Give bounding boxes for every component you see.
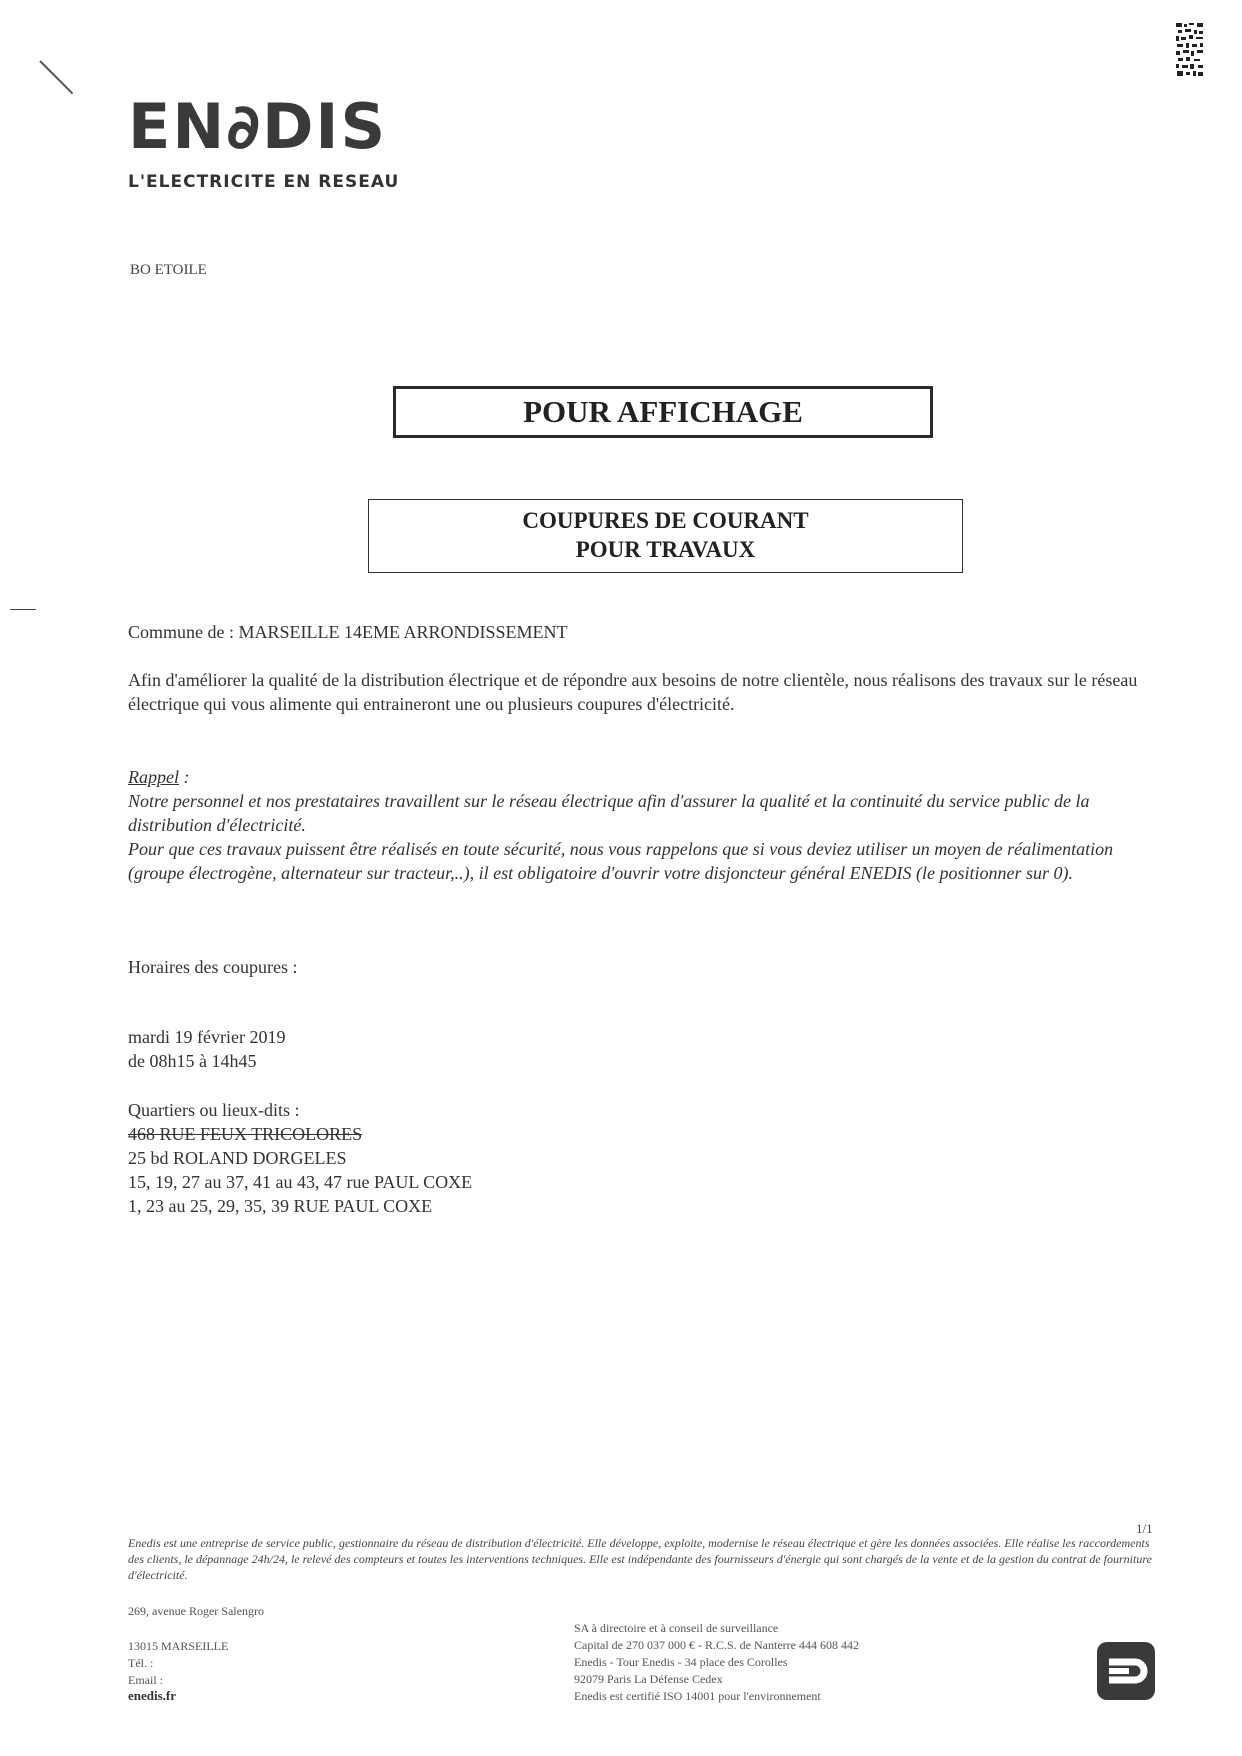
legal-line: 92079 Paris La Défense Cedex bbox=[574, 1672, 723, 1686]
outage-time: de 08h15 à 14h45 bbox=[128, 1051, 257, 1071]
qr-code-icon bbox=[1175, 22, 1205, 78]
notice-title-box bbox=[368, 499, 963, 573]
locations-heading: Quartiers ou lieux-dits : bbox=[128, 1100, 300, 1120]
outage-date: mardi 19 février 2019 bbox=[128, 1027, 286, 1047]
address-contact bbox=[128, 1638, 228, 1689]
commune-line: Commune de : MARSEILLE 14EME ARRONDISSEMENT bbox=[128, 622, 568, 642]
email-label: Email : bbox=[128, 1673, 163, 1687]
legal-info bbox=[574, 1620, 859, 1705]
legal-line: SA à directoire et à conseil de surveillance bbox=[574, 1621, 779, 1635]
display-notice-box bbox=[393, 386, 933, 438]
fold-mark bbox=[10, 609, 36, 610]
reminder-colon: : bbox=[179, 767, 190, 787]
legal-line: Enedis - Tour Enedis - 34 place des Corolles bbox=[574, 1655, 788, 1669]
locations-block bbox=[128, 1098, 472, 1218]
reminder-paragraph-1: Notre personnel et nos prestataires travaillent sur le réseau électrique afin d'assurer la qualité et la continuité du service public de la distribution d'électricité. bbox=[128, 791, 1090, 835]
reminder-paragraph-2: Pour que ces travaux puissent être réalisés en toute sécurité, nous vous rappelons que si vous deviez utiliser un moyen de réalimentation (groupe électrogène, alternateur sur tracteur,..), il est obligatoire d'ouvrir votre disjoncteur général ENEDIS (le positionner sur 0). bbox=[128, 839, 1114, 883]
website-link[interactable]: enedis.fr bbox=[128, 1688, 177, 1703]
location-item: 15, 19, 27 au 37, 41 au 43, 47 rue PAUL COXE bbox=[128, 1172, 473, 1192]
location-item: 1, 23 au 25, 29, 35, 39 RUE PAUL COXE bbox=[128, 1196, 433, 1216]
reminder-section bbox=[128, 765, 1158, 885]
reminder-heading bbox=[128, 765, 1158, 789]
phone-label: Tél. : bbox=[128, 1656, 154, 1670]
brand-logo: EN∂DIS bbox=[128, 90, 388, 163]
sender-label: BO ETOILE bbox=[130, 262, 207, 278]
legal-line: Enedis est certifié ISO 14001 pour l'environnement bbox=[574, 1689, 821, 1703]
enedis-logo-icon bbox=[1095, 1640, 1157, 1702]
display-notice-label: POUR AFFICHAGE bbox=[523, 394, 803, 429]
pen-scratch-mark bbox=[39, 60, 73, 94]
page-number: 1/1 bbox=[1136, 1521, 1153, 1536]
intro-paragraph: Afin d'améliorer la qualité de la distribution électrique et de répondre aux besoins de notre clientèle, nous réalisons des travaux sur le réseau électrique qui vous alimente qui entraineront une ou plusieurs coupures d'électricité. bbox=[128, 670, 1138, 714]
address-city: 13015 MARSEILLE bbox=[128, 1639, 229, 1653]
legal-line: Capital de 270 037 000 € - R.C.S. de Nanterre 444 608 442 bbox=[574, 1638, 859, 1652]
reminder-title: Rappel bbox=[128, 767, 179, 787]
schedule-heading: Horaires des coupures : bbox=[128, 957, 298, 977]
location-item: 25 bd ROLAND DORGELES bbox=[128, 1148, 347, 1168]
company-description: Enedis est une entreprise de service public, gestionnaire du réseau de distribution d'électricité. Elle développe, exploite, modernise le réseau électrique et gère les données associées. Elle réalise les raccordements des clients, le dépannage 24h/24, le relevé des compteurs et toutes les interventions techniques. Elle est indépendante des fournisseurs d'énergie qui sont chargés de la vente et de la gestion du contrat de fourniture d'électricité. bbox=[128, 1536, 1152, 1582]
notice-title-line1: COUPURES DE COURANT bbox=[522, 508, 809, 534]
struck-location: 468 RUE FEUX TRICOLORES bbox=[128, 1124, 363, 1144]
notice-title-line2: POUR TRAVAUX bbox=[575, 537, 756, 562]
schedule-block bbox=[128, 1025, 285, 1073]
address-street: 269, avenue Roger Salengro bbox=[128, 1604, 264, 1618]
brand-tagline: L'ELECTRICITE EN RESEAU bbox=[128, 172, 400, 192]
